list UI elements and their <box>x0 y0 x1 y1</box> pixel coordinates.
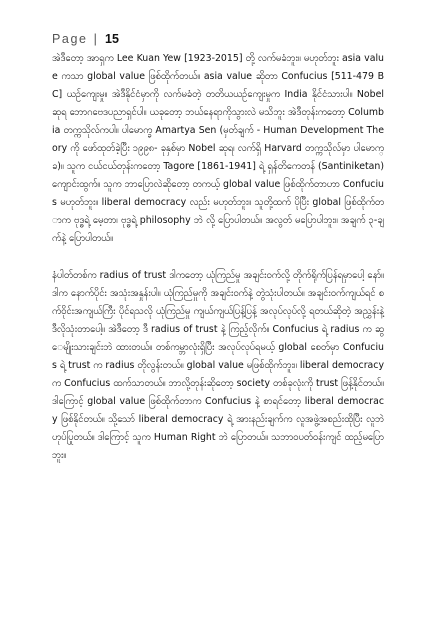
paragraph-2: နံပါတ်တစ်က radius of trust ဒါကတော့ ယုံကြည်မှု အချင်းဝက်လို့ တိုက်ရိုက်ပြန်ရမှာပေါ့ နော်။ ဒါက နောက်ပိုင်း အသုံးအနှုန်းပါ။ ယုံကြည်မှုကို အချင်းဝက်နဲ့ တွဲသုံးပါတယ်။ အချင်းဝက်ကျယ်ရင် စက်ဝိုင်းအကျယ်ကြီး ပိုင်ရသလို ယုံကြည်မှု ကျယ်ကျယ်ပြန့်ပြန့် အလုပ်လုပ်လို့ ရတယ်ဆိုတဲ့ အညွှန်းနဲ့ ဒီလိုသုံးတာပေါ့။ အဲဒီတော့ ဒီ radius of trust နဲ့ ကြည့်လိုက်။ Confucius ရဲ့ radius က ဆွေမျိုးသားချင်းဘဲ ထားတယ်။ တစ်ကမ္ဘာလုံးရှိပြီး အလုပ်လုပ်ရမယ့် global စေတ်မှာ Confucius ရဲ့ trust က radius တိုလွန်းတယ်။ global value မဖြစ်ထိုက်ဘူး။ liberal democracy က Confucius ထက်သာတယ်။ ဘာလို့တုန်းဆိုတော့ society တစ်ခုလုံးကို trust ဖြန့်နိုင်တယ်။ ဒါကြောင့် global value ဖြစ်ထိုက်တာက Confucius နဲ့ စာရင်တော့ liberal democracy ဖြစ်နိုင်တယ်။ သို့သော် liberal democracy ရဲ့ အားနည်းချက်က လူအဖွဲ့အစည်းထိုပြီး လူဘဲဟုပ်ပြုတယ်။ ဒါကြောင့် သူက Human Right ဘဲ ပြောတယ်။ သဘာဝပတ်ဝန်းကျင် ထည့်မပြောဘူး။ <box>52 269 384 461</box>
page-number: 15 <box>105 32 119 46</box>
document-body <box>52 50 384 465</box>
page-header <box>52 32 384 46</box>
page-label: Page <box>52 32 88 46</box>
paragraph-1: အဲဒီတော့ အာရှက Lee Kuan Yew [1923-2015] တို့ လက်မခံဘူး။ မဟုတ်ဘူး asia value ကသာ global value ဖြစ်ထိုက်တယ်။ asia value ဆိုတာ Confucius [511-479 BC] ယဉ်ကျေးမှု။ အဲဒီနိုင်ငံမှာကို လက်မခံတဲ့ တတိယယဉ်ကျေးမှုက India နိုင်ငံသားပါ။ Nobel ဆုရ ဘောဂဗေဒပညာရှင်ပါ။ ယခုတော့ ဘယ်နေရာကိုသွားလဲ မသိဘူး အဲဒီတုန်းကတော့ Columbia တက္ကသိုလ်ကပါ။ ပါမောက္ခ Amartya Sen (မှတ်ချက် - Human Development Theory ကို ဖော်ထုတ်ခဲ့ပြီး ၁၉၉၈- ခုနှစ်မှာ Nobel ဆုရ၊ လက်ရှိ Harvard တက္ကသိုလ်မှာ ပါမောက္ခ)။ သူက ငယ်ငယ်တုန်းကတော့ Tagore [1861-1941] ရဲ့ ရှန်တိကေတန် (Santiniketan) ကျောင်းထွက်။ သူက ဘာပြောလဲဆိုတော့ တကယ့် global value ဖြစ်ထိုက်တာဟာ Confucius မဟုတ်ဘူး။ liberal democracy လည်း မဟုတ်ဘူး။ သူတို့ထက် ပိုပြီး global ဖြစ်ထိုက်တာက ဗုဒ္ဓရဲ့ မေ့တာ၊ ဗုဒ္ဓရဲ့ philosophy ဘဲ လို့ ပြောပါတယ်။ အလွတ် မပြောပါဘူး။ အချက် ၃-ချက်နဲ့ ပြောပါတယ်။ <box>52 53 384 245</box>
page-separator: | <box>93 32 97 46</box>
